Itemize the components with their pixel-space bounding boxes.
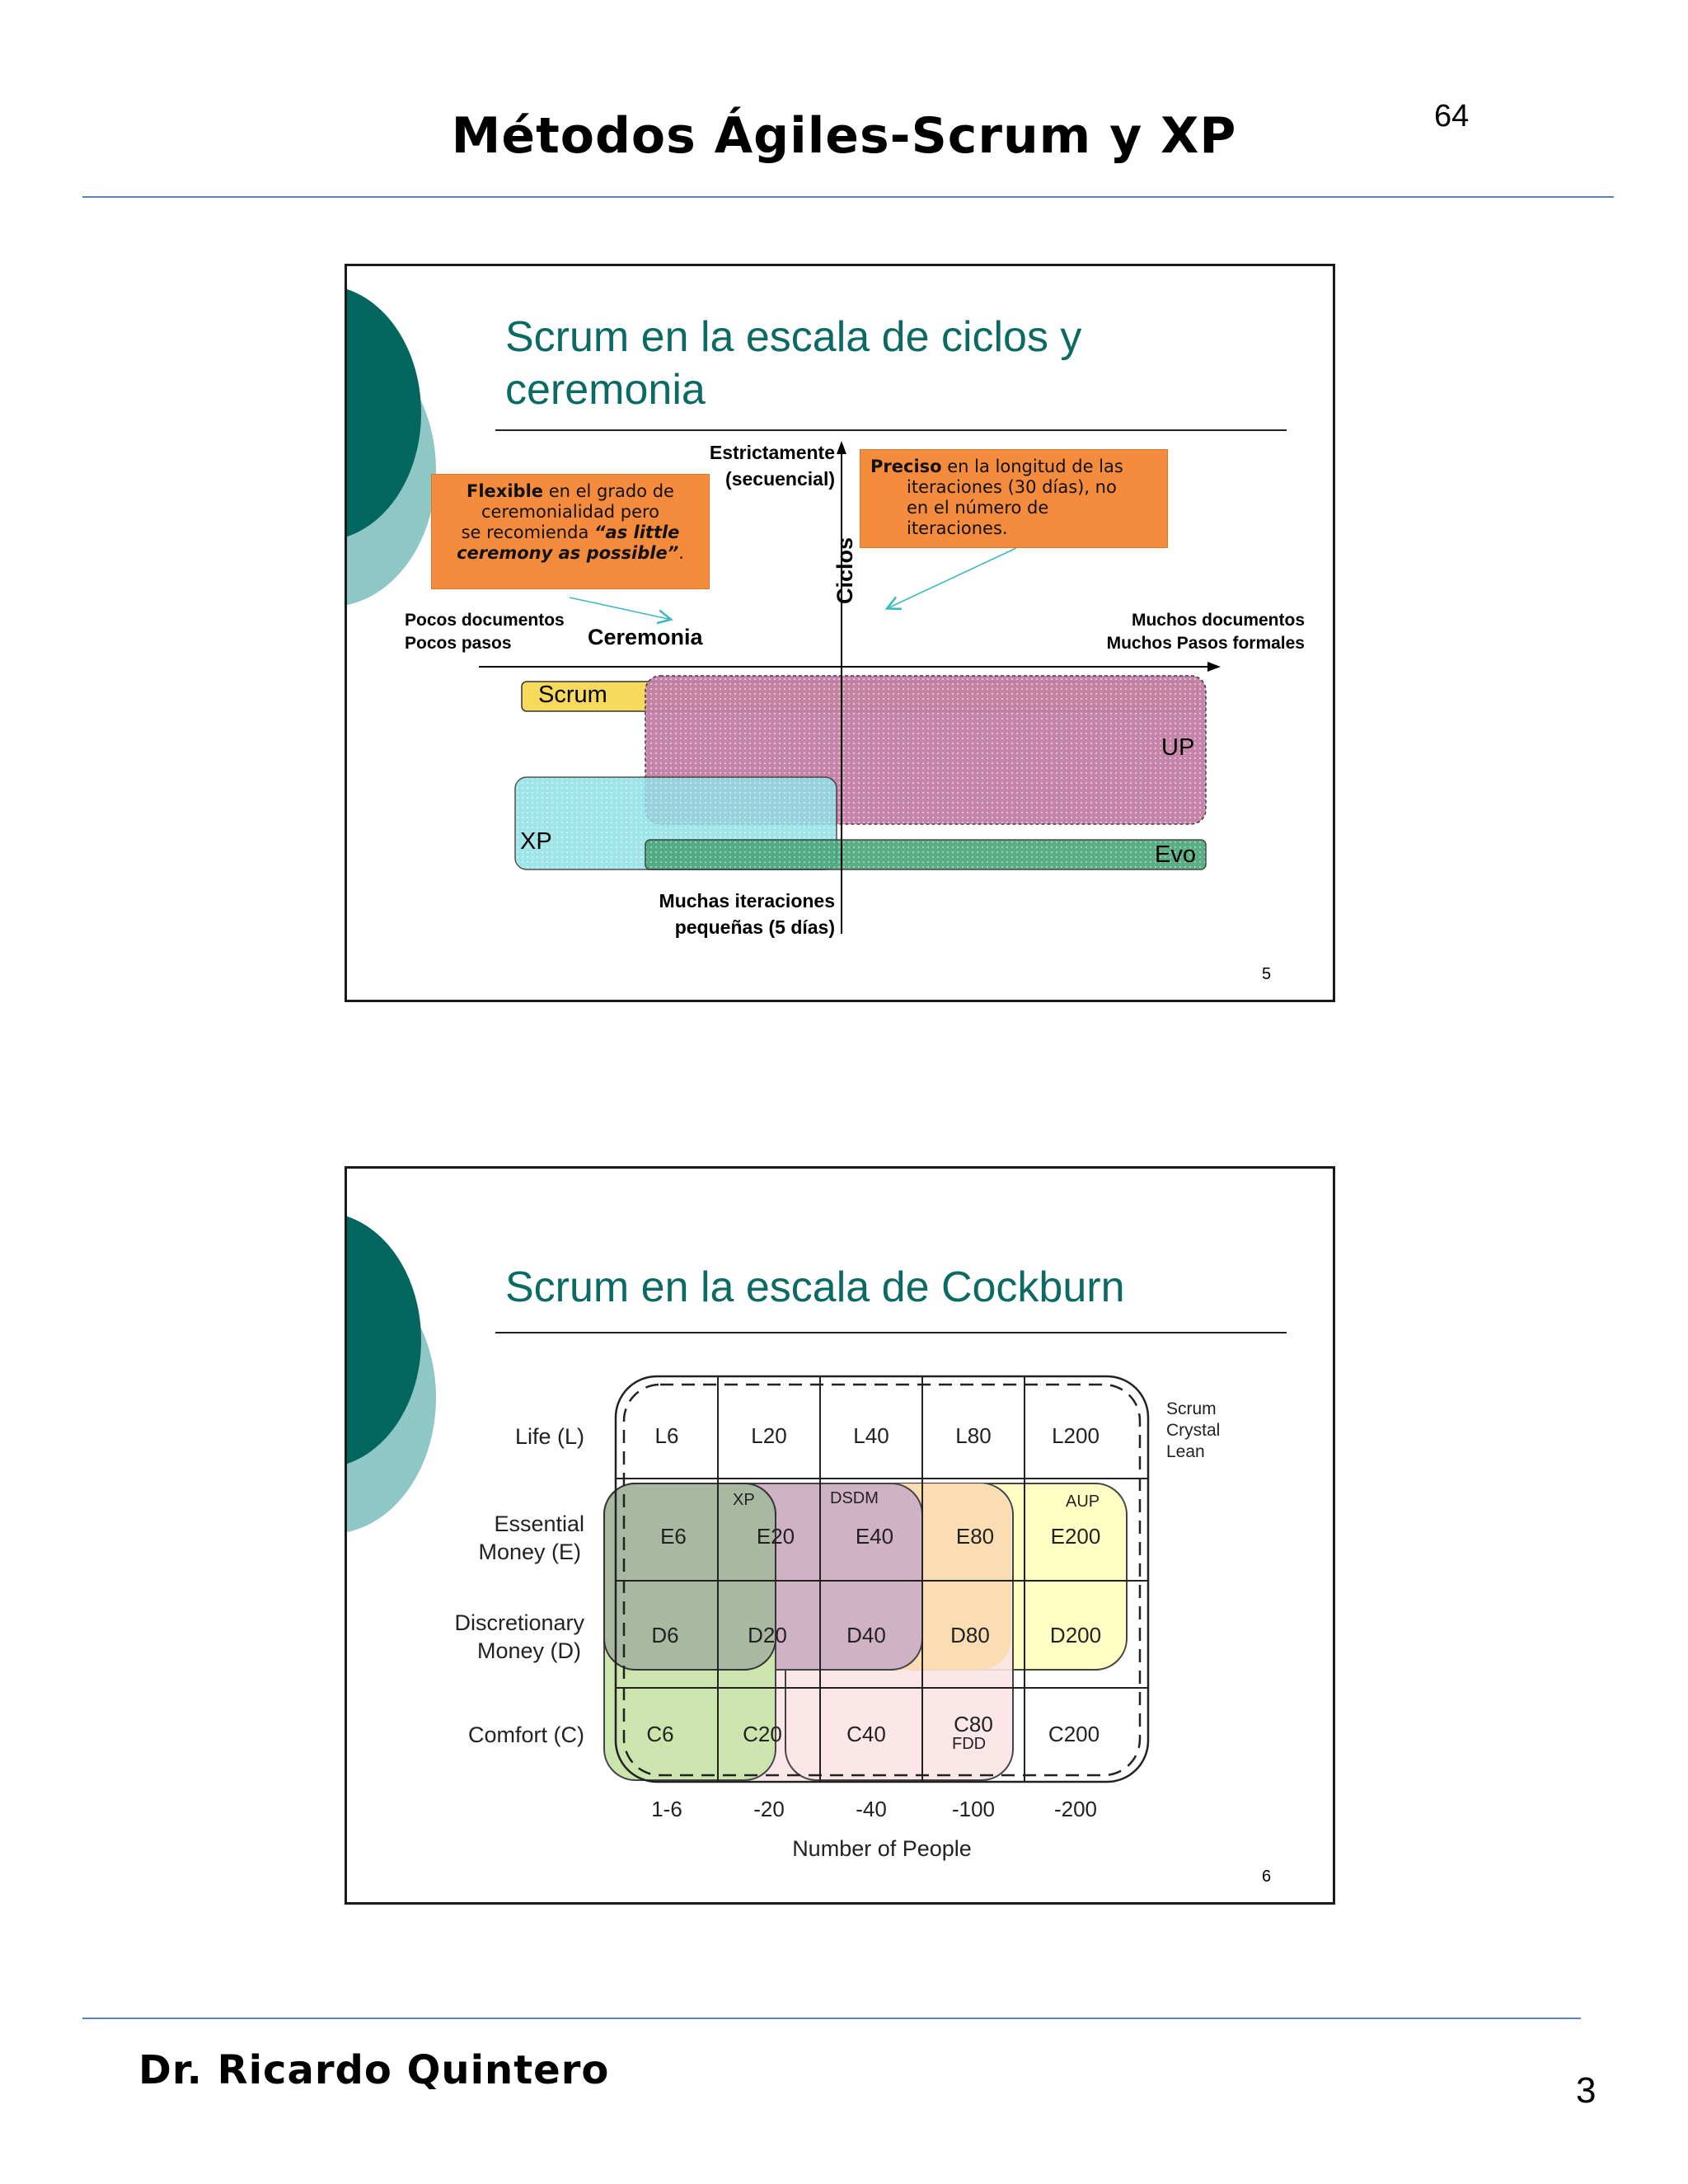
up-bar-label: UP — [1161, 734, 1195, 761]
note-flexible-text1: en el grado de — [543, 481, 674, 501]
cell-2-0: D6 — [651, 1623, 679, 1647]
cell-2-4: D200 — [1049, 1623, 1102, 1647]
tag-aup: AUP — [1066, 1493, 1100, 1511]
note-flexible-line2: ceremonialidad pero — [481, 502, 660, 522]
legend-lean: Lean — [1166, 1442, 1205, 1461]
legend-crystal: Crystal — [1166, 1421, 1221, 1440]
tag-xp: XP — [733, 1491, 755, 1509]
row-label-1-line1: Essential — [494, 1511, 584, 1536]
footer-rule — [82, 2018, 1581, 2019]
cell-1-4: E200 — [1050, 1524, 1101, 1549]
tag-dsdm: DSDM — [830, 1489, 879, 1507]
header-rule — [82, 196, 1614, 198]
cockburn-grid — [347, 1169, 1333, 1902]
cell-0-4: L200 — [1052, 1423, 1100, 1448]
slide2-number: 6 — [1262, 1868, 1272, 1886]
note-flexible-end: . — [678, 543, 684, 563]
cell-1-3: E80 — [955, 1524, 995, 1549]
xp-bar-label: XP — [520, 828, 552, 855]
note-preciso-text1: en la longitud de las — [941, 457, 1123, 476]
note-preciso-line2: iteraciones (30 días), no — [907, 477, 1117, 497]
author-name: Dr. Ricardo Quintero — [138, 2047, 610, 2093]
page-number-bottom: 3 — [1576, 2070, 1597, 2111]
right-label-line2: Muchos Pasos formales — [1106, 634, 1305, 653]
cell-2-2: D40 — [846, 1623, 886, 1647]
note-flexible-line3: se recomienda — [461, 523, 594, 542]
cell-3-2: C40 — [846, 1722, 886, 1746]
note-flexible-quote: “as little ceremony as possible” — [457, 523, 680, 563]
slide2-title: Scrum en la escala de Cockburn — [505, 1263, 1125, 1311]
note-preciso-bold: Preciso — [870, 457, 942, 476]
slide1-title-line2: ceremonia — [505, 366, 706, 414]
note-preciso-line4: iteraciones. — [907, 518, 1008, 538]
cell-1-2: E40 — [855, 1524, 894, 1549]
evo-bar-label: Evo — [1155, 841, 1196, 868]
legend-scrum: Scrum — [1166, 1399, 1217, 1418]
ceremonia-label: Ceremonia — [588, 625, 703, 649]
cell-0-0: L6 — [654, 1423, 679, 1448]
cell-0-1: L20 — [751, 1423, 787, 1448]
slide1-title-line1: Scrum en la escala de ciclos y — [505, 313, 1082, 361]
cell-1-1: E20 — [756, 1524, 795, 1549]
column-label-3: -100 — [951, 1797, 996, 1821]
row-label-2-line2: Money (D) — [476, 1638, 581, 1663]
cell-2-3: D80 — [950, 1623, 990, 1647]
column-label-4: -200 — [1053, 1797, 1098, 1821]
column-label-1: -20 — [753, 1797, 785, 1821]
page-number-top: 64 — [1434, 99, 1470, 134]
evo-bar — [645, 840, 1206, 869]
cell-3-1: C20 — [743, 1722, 782, 1746]
column-label-0: 1-6 — [651, 1797, 682, 1821]
cell-1-0: E6 — [660, 1524, 687, 1549]
axis-top-label-line2: (secuencial) — [725, 468, 835, 490]
cell-2-1: D20 — [748, 1623, 787, 1647]
row-label-0-line1: Life (L) — [514, 1424, 584, 1449]
right-label-line1: Muchos documentos — [1131, 611, 1305, 630]
cell-3-0: C6 — [646, 1722, 674, 1746]
cell-3-4: C200 — [1048, 1722, 1100, 1746]
row-label-2-line1: Discretionary — [454, 1610, 584, 1635]
page-title: Métodos Ágiles-Scrum y XP — [451, 107, 1237, 165]
row-label-3-line1: Comfort (C) — [468, 1722, 584, 1747]
note-preciso-line3: en el número de — [907, 498, 1049, 518]
x-axis-label: Number of People — [792, 1836, 972, 1861]
axis-top-label-line1: Estrictamente — [709, 442, 835, 463]
scrum-bar-label: Scrum — [538, 682, 607, 708]
note-flexible-bold: Flexible — [467, 481, 544, 501]
axis-bottom-label-line2: pequeñas (5 días) — [674, 916, 835, 938]
ciclos-label: Ciclos — [832, 537, 857, 604]
axis-bottom-label-line1: Muchas iteraciones — [659, 890, 835, 912]
left-label-line2: Pocos pasos — [405, 634, 512, 653]
slide-cycles-ceremony — [345, 264, 1335, 1002]
cell-3-3: C80 — [954, 1712, 993, 1736]
cell-0-2: L40 — [853, 1423, 889, 1448]
column-label-2: -40 — [856, 1797, 887, 1821]
tag-fdd: FDD — [952, 1735, 987, 1753]
left-label-line1: Pocos documentos — [405, 611, 565, 630]
note-preciso — [860, 449, 1168, 548]
slide1-number: 5 — [1262, 965, 1272, 983]
note-flexible — [431, 474, 710, 589]
row-label-1-line2: Money (E) — [478, 1540, 581, 1564]
cell-0-3: L80 — [955, 1423, 992, 1448]
slide-cockburn-scale — [345, 1166, 1335, 1905]
